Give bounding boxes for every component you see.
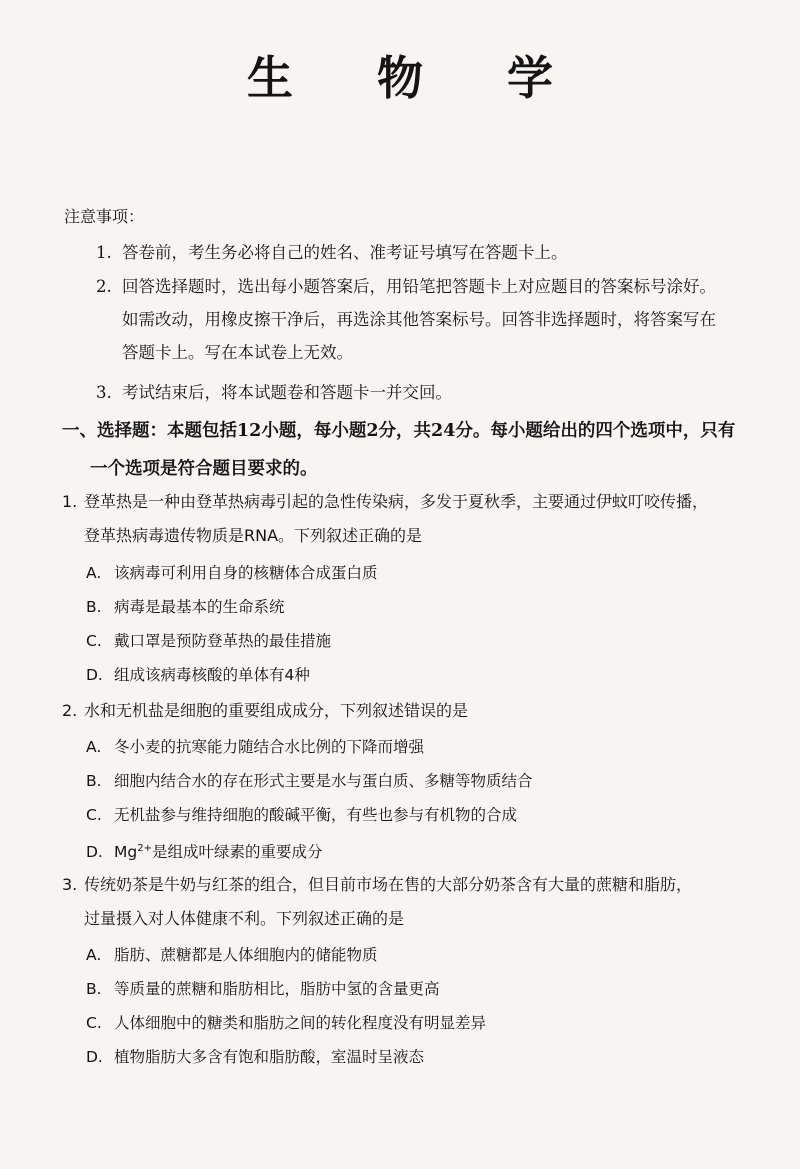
note-item-3 <box>96 376 776 409</box>
option-letter: B. <box>86 980 102 998</box>
note-number: 1. <box>96 243 112 262</box>
note-item-2 <box>96 270 776 369</box>
question-number: 1. <box>62 492 78 511</box>
question-1-option-d <box>86 658 776 692</box>
question-3-option-d <box>86 1040 776 1074</box>
option-text: 戴口罩是预防登革热的最佳措施 <box>114 632 332 650</box>
section-instructions: 一、选择题：本题包括12小题，每小题2分，共24分。每小题给出的四个选项中，只有 <box>62 421 736 441</box>
question-2-option-d <box>86 832 776 869</box>
option-superscript: 2+ <box>137 843 152 854</box>
page-title: 生 物 学 <box>246 51 588 105</box>
question-1-option-c <box>86 624 776 658</box>
note-text: 回答选择题时，选出每小题答案后，用铅笔把答题卡上对应题目的答案标号涂好。 <box>122 277 716 296</box>
option-text-pre: Mg <box>114 843 138 862</box>
section-heading <box>62 412 782 488</box>
question-2-option-c <box>86 798 776 832</box>
option-letter: D. <box>86 666 103 684</box>
question-3-option-c <box>86 1006 776 1040</box>
option-text: 细胞内结合水的存在形式主要是水与蛋白质、多糖等物质结合 <box>114 772 533 790</box>
option-text: 人体细胞中的糖类和脂肪之间的转化程度没有明显差异 <box>114 1014 487 1032</box>
option-text: 组成该病毒核酸的单体有4种 <box>114 666 310 684</box>
question-text-cont: 过量摄入对人体健康不利。下列叙述正确的是 <box>84 909 405 928</box>
question-1-option-a <box>86 556 776 590</box>
question-text: 传统奶茶是牛奶与红茶的组合，但目前市场在售的大部分奶茶含有大量的蔗糖和脂肪， <box>84 875 693 894</box>
option-text: 等质量的蔗糖和脂肪相比，脂肪中氢的含量更高 <box>114 980 440 998</box>
note-number: 2. <box>96 277 112 296</box>
note-text: 答题卡上。写在本试卷上无效。 <box>122 343 353 362</box>
question-text: 登革热是一种由登革热病毒引起的急性传染病，多发于夏秋季，主要通过伊蚊叮咬传播， <box>84 492 709 511</box>
question-number: 3. <box>62 875 78 894</box>
question-1-stem <box>62 485 782 553</box>
question-text-cont: 登革热病毒遗传物质是RNA。下列叙述正确的是 <box>84 526 423 545</box>
option-letter: C. <box>86 632 102 650</box>
question-3-option-b <box>86 972 776 1006</box>
option-letter: B. <box>86 772 102 790</box>
option-letter: D. <box>86 843 103 862</box>
option-letter: A. <box>86 564 102 582</box>
option-text: 植物脂肪大多含有饱和脂肪酸，室温时呈液态 <box>114 1048 425 1066</box>
question-2-option-b <box>86 764 776 798</box>
option-letter: C. <box>86 806 102 824</box>
option-text: 该病毒可利用自身的核糖体合成蛋白质 <box>114 564 378 582</box>
section-instructions-cont: 一个选项是符合题目要求的。 <box>90 459 318 479</box>
option-letter: A. <box>86 946 102 964</box>
option-text: 病毒是最基本的生命系统 <box>114 598 285 616</box>
option-letter: D. <box>86 1048 103 1066</box>
option-text: 无机盐参与维持细胞的酸碱平衡，有些也参与有机物的合成 <box>114 806 518 824</box>
option-letter: B. <box>86 598 102 616</box>
option-letter: A. <box>86 738 102 756</box>
question-number: 2. <box>62 701 78 720</box>
question-3-option-a <box>86 938 776 972</box>
question-text: 水和无机盐是细胞的重要组成成分，下列叙述错误的是 <box>84 701 469 720</box>
question-1-option-b <box>86 590 776 624</box>
option-text: 脂肪、蔗糖都是人体细胞内的储能物质 <box>114 946 378 964</box>
note-text: 考试结束后，将本试题卷和答题卡一并交回。 <box>122 383 452 402</box>
notes-heading: 注意事项： <box>64 207 145 226</box>
question-2-stem <box>62 694 782 728</box>
note-text: 答卷前，考生务必将自己的姓名、准考证号填写在答题卡上。 <box>122 243 568 262</box>
question-2-option-a <box>86 730 776 764</box>
option-letter: C. <box>86 1014 102 1032</box>
note-item-1 <box>96 236 776 269</box>
option-text-post: 是组成叶绿素的重要成分 <box>151 843 323 862</box>
note-number: 3. <box>96 383 112 402</box>
option-text: 冬小麦的抗寒能力随结合水比例的下降而增强 <box>114 738 425 756</box>
note-text: 如需改动，用橡皮擦干净后，再选涂其他答案标号。回答非选择题时，将答案写在 <box>122 310 716 329</box>
question-3-stem <box>62 868 782 936</box>
